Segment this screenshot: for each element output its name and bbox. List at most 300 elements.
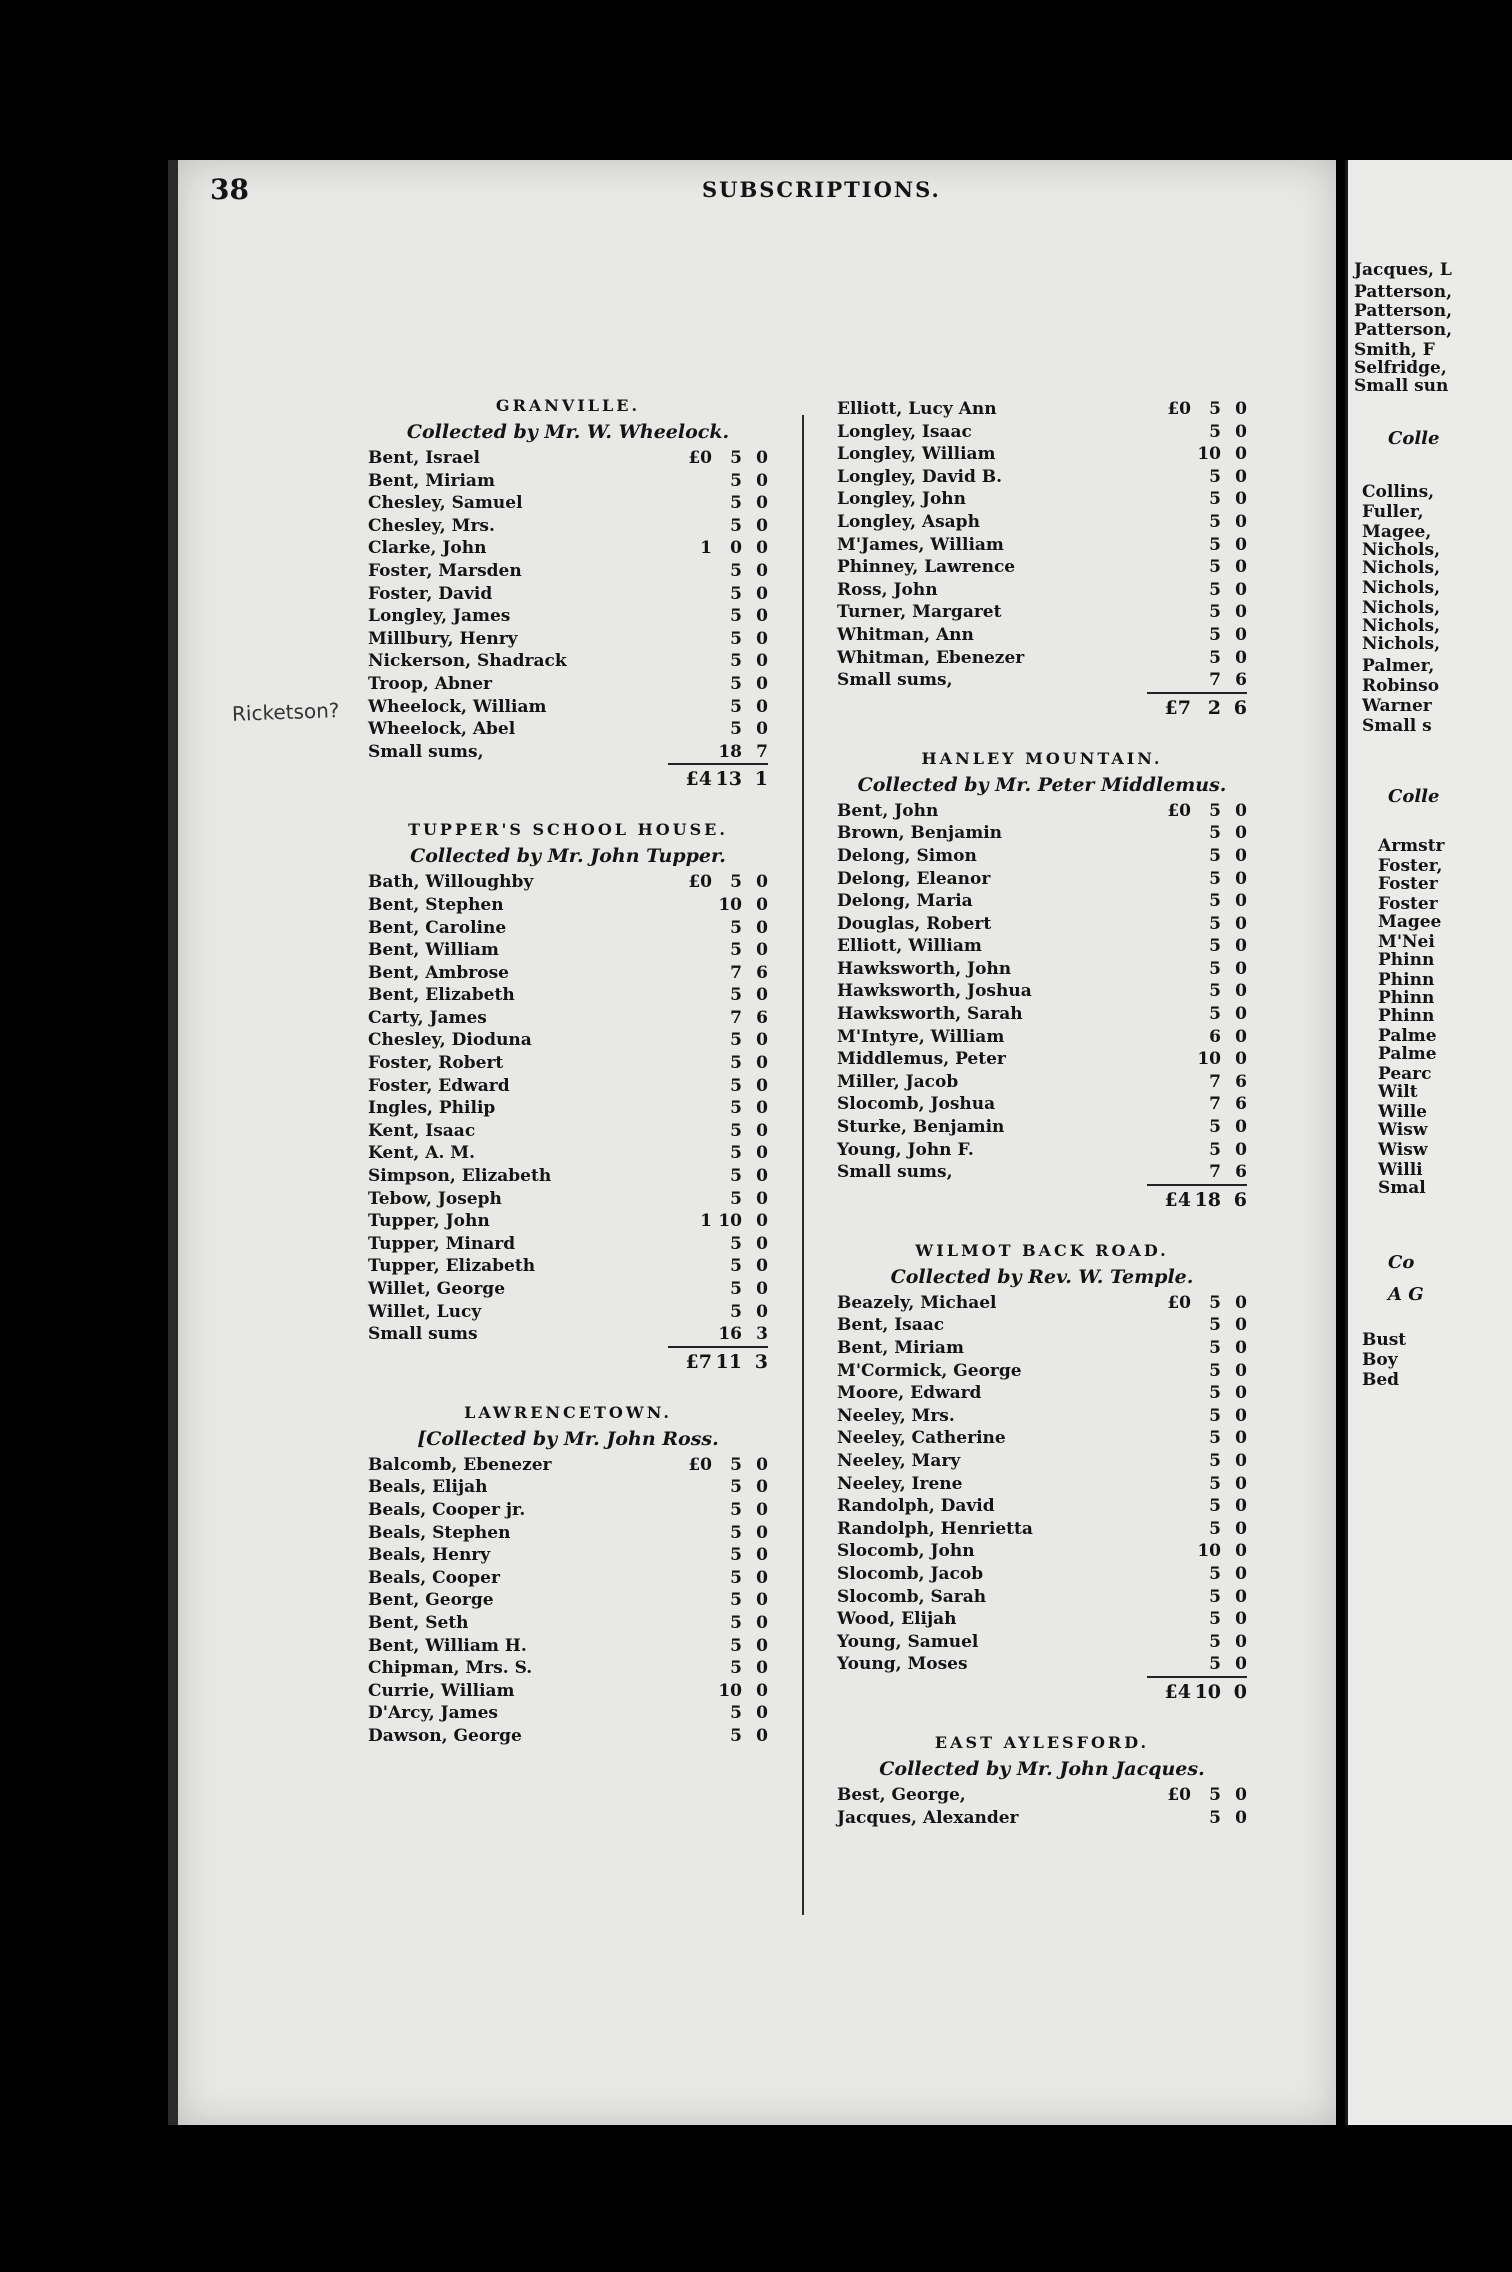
amount-pounds: £0	[688, 448, 712, 468]
adjacent-row: Wille	[1378, 1102, 1427, 1122]
adjacent-row: Phinn	[1378, 988, 1435, 1008]
amount-shillings: 5	[1209, 1654, 1221, 1675]
amount-shillings: 5	[1209, 958, 1221, 979]
amount-shillings: 5	[1209, 511, 1221, 532]
amount-pence: 0	[1235, 1315, 1247, 1336]
amount-pence: 0	[1235, 845, 1247, 866]
amount-pence: 0	[756, 894, 768, 915]
amount-shillings: 5	[730, 985, 742, 1006]
subscriber-row	[837, 868, 1247, 891]
adjacent-row: Fuller,	[1362, 502, 1424, 522]
subscriber-row	[368, 447, 768, 470]
amount-shillings: 5	[730, 673, 742, 694]
amount-shillings: 5	[730, 1053, 742, 1074]
subscriber-name: Currie, William	[368, 1680, 515, 1701]
subscriber-row	[368, 650, 768, 673]
subscriber-row	[368, 1725, 768, 1748]
subscriber-row	[368, 1635, 768, 1658]
amount-pence: 0	[756, 1635, 768, 1656]
total-pounds: £4	[1164, 1188, 1191, 1211]
amount-pence: 0	[1235, 511, 1247, 532]
adjacent-row: Palme	[1378, 1026, 1437, 1046]
adjacent-row: Nichols,	[1362, 578, 1440, 598]
adjacent-row: Wisw	[1378, 1120, 1428, 1140]
amount-pence: 0	[1235, 444, 1247, 465]
amount-shillings: 5	[730, 628, 742, 649]
total-pence: 3	[754, 1350, 768, 1373]
subscriber-name: Wood, Elijah	[837, 1609, 957, 1630]
amount-shillings: 5	[1209, 1428, 1221, 1449]
amount-shillings: 5	[730, 1635, 742, 1656]
subscriber-row	[368, 628, 768, 651]
amount-shillings: 5	[1209, 1292, 1221, 1313]
subscriber-row	[837, 534, 1247, 557]
amount-shillings: 5	[1209, 1139, 1221, 1160]
adjacent-row: Bust	[1362, 1330, 1407, 1350]
subscriber-name: Willet, Lucy	[368, 1301, 482, 1322]
amount-pence: 0	[1235, 421, 1247, 442]
amount-pence: 0	[756, 1680, 768, 1701]
amount-shillings: 5	[1209, 1315, 1221, 1336]
subscriber-row	[837, 1518, 1247, 1541]
subscriber-row	[368, 696, 768, 719]
subscriber-row	[837, 935, 1247, 958]
amount-pence: 0	[756, 583, 768, 604]
subscriber-row	[368, 1476, 768, 1499]
subscriber-row	[837, 1495, 1247, 1518]
amount-pence: 0	[756, 651, 768, 672]
amount-shillings: 6	[1209, 1026, 1221, 1047]
amount-shillings: 16	[718, 1324, 742, 1345]
section-collector: Collected by Mr. W. Wheelock.	[406, 421, 730, 443]
amount-pence: 6	[756, 962, 768, 983]
subscriber-name: Douglas, Robert	[837, 913, 992, 934]
subscriber-name: Chesley, Dioduna	[368, 1030, 532, 1051]
amount-shillings: 5	[730, 1725, 742, 1746]
amount-shillings: 5	[730, 583, 742, 604]
total-shillings: 2	[1207, 696, 1221, 719]
adjacent-row: Small sun	[1354, 376, 1449, 396]
subscriber-row	[368, 939, 768, 962]
amount-pence: 0	[1235, 534, 1247, 555]
subscriber-row	[837, 1116, 1247, 1139]
amount-shillings: 5	[1209, 1473, 1221, 1494]
section-title: GRANVILLE.	[495, 396, 641, 415]
amount-pence: 0	[756, 1233, 768, 1254]
amount-pence: 0	[756, 1188, 768, 1209]
column-divider	[802, 415, 804, 1915]
amount-shillings: 5	[730, 1567, 742, 1588]
subscriber-row	[837, 980, 1247, 1003]
subscriber-name: Brown, Benjamin	[837, 823, 1003, 844]
section-title: HANLEY MOUNTAIN.	[921, 748, 1163, 768]
amount-pence: 0	[1235, 602, 1247, 623]
subscriber-row	[837, 1093, 1247, 1116]
subscriber-name: Young, John F.	[837, 1139, 974, 1160]
amount-pence: 0	[756, 719, 768, 740]
amount-pence: 0	[756, 1075, 768, 1096]
amount-shillings: 5	[1209, 913, 1221, 934]
amount-shillings: 5	[730, 1477, 742, 1498]
amount-pence: 0	[756, 1030, 768, 1051]
subscriber-name: Small sums,	[837, 1162, 953, 1183]
subscriber-name: Delong, Simon	[837, 845, 977, 866]
subscriber-name: Beazely, Michael	[837, 1292, 997, 1313]
amount-pence: 0	[756, 1256, 768, 1277]
adjacent-row: Smal	[1378, 1178, 1426, 1198]
adjacent-row: Palmer,	[1362, 656, 1435, 676]
section-total	[1147, 692, 1247, 722]
amount-shillings: 5	[1209, 1117, 1221, 1138]
amount-shillings: 5	[730, 1279, 742, 1299]
amount-shillings: 10	[1197, 1049, 1221, 1070]
subscriber-name: Neeley, Mary	[837, 1450, 961, 1471]
amount-shillings: 5	[1209, 981, 1221, 1002]
amount-shillings: 5	[1209, 1563, 1221, 1584]
subscriber-row	[837, 1026, 1247, 1049]
amount-shillings: 5	[730, 1098, 742, 1119]
amount-shillings: 5	[1209, 936, 1221, 957]
amount-shillings: 5	[730, 1454, 742, 1475]
subscriber-name: Bent, Seth	[368, 1612, 469, 1633]
adjacent-row: Robinso	[1362, 676, 1440, 696]
section-total	[668, 763, 768, 793]
amount-pence: 0	[756, 917, 768, 938]
subscriber-row	[837, 579, 1247, 602]
amount-pence: 0	[756, 1545, 768, 1566]
subscriber-row	[368, 1188, 768, 1211]
subscriber-name: Longley, John	[837, 489, 967, 510]
section-title: LAWRENCETOWN.	[464, 1402, 672, 1422]
amount-shillings: 5	[1209, 1360, 1221, 1381]
subscriber-name: Beals, Henry	[368, 1545, 491, 1566]
subscriber-name: Bent, Caroline	[368, 917, 507, 938]
amount-pence: 0	[1235, 1631, 1247, 1652]
subscriber-row	[368, 1029, 768, 1052]
subscriber-row	[368, 583, 768, 606]
subscriber-row	[368, 1255, 768, 1278]
subscriber-row	[837, 958, 1247, 981]
amount-pence: 0	[1235, 647, 1247, 668]
adjacent-row: Jacques, L	[1354, 260, 1452, 280]
adjacent-row: Palme	[1378, 1044, 1437, 1064]
amount-pence: 0	[756, 696, 768, 717]
subscriber-name: Slocomb, John	[837, 1541, 975, 1562]
amount-shillings: 5	[730, 651, 742, 672]
section-title: WILMOT BACK ROAD.	[915, 1240, 1169, 1260]
total-shillings: 10	[1194, 1680, 1221, 1703]
amount-shillings: 10	[718, 1680, 742, 1701]
adjacent-row: Boy	[1362, 1350, 1398, 1370]
amount-pence: 0	[756, 1211, 768, 1232]
subscriber-name: Kent, Isaac	[368, 1120, 476, 1141]
subscriber-row	[368, 1544, 768, 1567]
amount-pence: 0	[756, 1703, 768, 1724]
amount-shillings: 7	[1209, 1162, 1221, 1183]
section-title: TUPPER'S SCHOOL HOUSE.	[408, 820, 728, 840]
subscriber-row	[368, 470, 768, 493]
amount-pence: 0	[756, 1499, 768, 1520]
subscriber-name: Miller, Jacob	[837, 1071, 959, 1092]
subscriber-name: Foster, Marsden	[368, 560, 522, 581]
total-pounds: £7	[685, 1350, 712, 1373]
amount-pence: 0	[756, 872, 768, 893]
adjacent-heading: A G	[1388, 1284, 1424, 1305]
subscriber-name: Slocomb, Joshua	[837, 1094, 996, 1115]
subscriber-row	[837, 1003, 1247, 1026]
subscriber-name: Longley, David B.	[837, 466, 1003, 487]
subscriber-name: Randolph, Henrietta	[837, 1518, 1033, 1539]
adjacent-row: Warner	[1362, 696, 1432, 716]
amount-pence: 0	[1235, 1609, 1247, 1630]
subscriber-row	[368, 1499, 768, 1522]
subscriber-row	[837, 1807, 1247, 1830]
adjacent-row: Nichols,	[1362, 616, 1440, 636]
subscriber-name: Beals, Stephen	[368, 1522, 511, 1543]
amount-shillings: 5	[730, 1301, 742, 1322]
amount-shillings: 5	[730, 872, 742, 893]
subscriber-row	[368, 917, 768, 940]
subscriber-row	[837, 1631, 1247, 1654]
subscriber-name: Beals, Cooper jr.	[368, 1499, 526, 1520]
amount-shillings: 5	[730, 1120, 742, 1141]
amount-pence: 0	[756, 1279, 768, 1299]
subscriber-name: Tupper, Minard	[368, 1233, 516, 1254]
subscriber-name: Simpson, Elizabeth	[368, 1166, 552, 1187]
subscriber-row	[368, 894, 768, 917]
amount-pence: 6	[1235, 1094, 1247, 1115]
left-column	[368, 395, 768, 1748]
subscriber-row	[837, 1048, 1247, 1071]
amount-pence: 0	[756, 560, 768, 581]
amount-pence: 6	[756, 1007, 768, 1028]
margin-annotation: Ricketson?	[231, 698, 340, 726]
adjacent-row: Patterson,	[1354, 320, 1453, 340]
amount-shillings: 5	[730, 1612, 742, 1633]
subscriber-name: Hawksworth, Sarah	[837, 1004, 1023, 1025]
subscriber-name: Elliott, Lucy Ann	[837, 399, 997, 419]
amount-pence: 0	[1235, 1496, 1247, 1517]
amount-pence: 0	[756, 1725, 768, 1746]
adjacent-row: Magee,	[1362, 522, 1432, 542]
subscriber-row	[837, 845, 1247, 868]
subscriber-row	[368, 1522, 768, 1545]
subscriber-name: Small sums,	[368, 741, 484, 762]
amount-shillings: 5	[730, 1703, 742, 1724]
adjacent-row: Wilt	[1378, 1082, 1418, 1102]
amount-shillings: 5	[730, 1499, 742, 1520]
amount-shillings: 5	[730, 1545, 742, 1566]
amount-pence: 0	[1235, 868, 1247, 889]
amount-shillings: 18	[718, 741, 742, 762]
amount-shillings: 5	[730, 1590, 742, 1611]
subscriber-name: Young, Samuel	[837, 1631, 979, 1652]
subscriber-name: Chesley, Mrs.	[368, 515, 495, 536]
subscriber-row	[837, 822, 1247, 845]
subscriber-row	[368, 1210, 768, 1233]
amount-shillings: 5	[730, 560, 742, 581]
subscriber-row	[368, 1278, 768, 1301]
amount-shillings: 5	[1209, 1496, 1221, 1517]
amount-shillings: 7	[1209, 1071, 1221, 1092]
subscriber-name: Ingles, Philip	[368, 1098, 496, 1119]
amount-shillings: 5	[730, 1075, 742, 1096]
subscriber-name: Millbury, Henry	[368, 628, 518, 649]
adjacent-row: Patterson,	[1354, 282, 1453, 302]
subscriber-name: Chipman, Mrs. S.	[368, 1658, 533, 1679]
adjacent-row: Wisw	[1378, 1140, 1428, 1160]
adjacent-row: Nichols,	[1362, 598, 1440, 618]
amount-shillings: 5	[1209, 1450, 1221, 1471]
adjacent-row: Selfridge,	[1354, 358, 1447, 378]
amount-pence: 0	[756, 1301, 768, 1322]
subscriber-name: Elliott, William	[837, 936, 982, 957]
amount-shillings: 5	[1209, 1338, 1221, 1358]
subscriber-row	[837, 1360, 1247, 1383]
amount-shillings: 5	[1209, 800, 1221, 821]
subscriber-name: Bent, Miriam	[368, 470, 495, 491]
subscriber-name: Willet, George	[368, 1279, 506, 1299]
amount-shillings: 5	[1209, 399, 1221, 419]
section-gap	[837, 722, 1247, 748]
subscriber-row	[837, 398, 1247, 421]
amount-pence: 0	[756, 538, 768, 559]
subscriber-name: Neeley, Irene	[837, 1473, 963, 1494]
adjacent-row: Magee	[1378, 912, 1442, 932]
adjacent-row: Foster	[1378, 894, 1438, 914]
subscriber-row	[368, 1680, 768, 1703]
subscriber-name: Delong, Maria	[837, 891, 973, 912]
subscriber-name: Foster, Robert	[368, 1053, 504, 1074]
subscriber-row	[368, 673, 768, 696]
amount-pence: 0	[1235, 1586, 1247, 1607]
amount-pence: 0	[1235, 399, 1247, 419]
subscriber-name: Whitman, Ebenezer	[837, 647, 1025, 668]
amount-shillings: 7	[1209, 1094, 1221, 1115]
subscriber-row	[368, 1052, 768, 1075]
subscriber-row	[368, 537, 768, 560]
subscriber-name: Small sums	[368, 1324, 478, 1345]
amount-pence: 0	[1235, 1360, 1247, 1381]
adjacent-heading: Colle	[1388, 428, 1440, 449]
adjacent-heading: Colle	[1388, 786, 1440, 807]
amount-shillings: 5	[1209, 466, 1221, 487]
adjacent-row: Willi	[1378, 1160, 1423, 1180]
amount-shillings: 10	[1197, 1541, 1221, 1562]
subscriber-row	[368, 1075, 768, 1098]
subscriber-row	[837, 511, 1247, 534]
amount-shillings: 5	[1209, 647, 1221, 668]
page-number: 38	[210, 173, 249, 206]
subscriber-row	[837, 647, 1247, 670]
subscriber-row	[368, 1007, 768, 1030]
amount-pounds: 1	[700, 1211, 712, 1232]
amount-shillings: 5	[1209, 1609, 1221, 1630]
amount-shillings: 5	[730, 696, 742, 717]
subscriber-row	[837, 1161, 1247, 1184]
amount-pence: 0	[1235, 1383, 1247, 1404]
amount-shillings: 5	[1209, 891, 1221, 912]
running-head: SUBSCRIPTIONS.	[702, 177, 941, 202]
subscriber-row	[368, 741, 768, 764]
subscriber-row	[368, 515, 768, 538]
amount-shillings: 5	[730, 1166, 742, 1187]
subscriber-name: Bent, Isaac	[837, 1315, 945, 1336]
amount-pence: 0	[1235, 1004, 1247, 1025]
subscriber-name: Foster, Edward	[368, 1075, 510, 1096]
subscriber-name: Tupper, John	[368, 1211, 490, 1232]
amount-pence: 0	[1235, 1026, 1247, 1047]
amount-pence: 0	[1235, 958, 1247, 979]
adjacent-row: Phinn	[1378, 970, 1435, 990]
amount-pence: 0	[756, 940, 768, 961]
adjacent-heading: Co	[1388, 1252, 1415, 1273]
amount-shillings: 5	[730, 1030, 742, 1051]
amount-pence: 0	[1235, 981, 1247, 1002]
subscriber-name: Middlemus, Peter	[837, 1049, 1006, 1070]
subscriber-row	[368, 1323, 768, 1346]
section-collector: Collected by Mr. John Tupper.	[410, 845, 726, 868]
amount-pence: 0	[1235, 1292, 1247, 1313]
subscriber-name: Turner, Margaret	[837, 602, 1002, 623]
subscriber-row	[368, 1657, 768, 1680]
subscriber-name: Small sums,	[837, 670, 953, 691]
subscriber-name: Longley, William	[837, 444, 996, 465]
subscriber-row	[368, 871, 768, 894]
amount-pence: 0	[756, 1567, 768, 1588]
subscriber-row	[837, 1314, 1247, 1337]
subscriber-row	[368, 560, 768, 583]
amount-shillings: 10	[718, 1211, 742, 1232]
amount-shillings: 5	[730, 448, 742, 468]
subscriber-row	[368, 1612, 768, 1635]
adjacent-row: Smith, F	[1354, 340, 1435, 360]
section-total	[1147, 1676, 1247, 1706]
amount-pounds: £0	[1167, 399, 1191, 419]
amount-pounds: £0	[688, 872, 712, 893]
subscriber-row	[368, 1165, 768, 1188]
subscriber-name: Beals, Elijah	[368, 1477, 488, 1498]
amount-pence: 0	[1235, 1541, 1247, 1562]
amount-pence: 0	[756, 628, 768, 649]
amount-pence: 0	[1235, 1139, 1247, 1160]
adjacent-row: Armstr	[1378, 836, 1445, 856]
subscriber-row	[837, 890, 1247, 913]
amount-pence: 0	[756, 1477, 768, 1498]
subscriber-row	[837, 443, 1247, 466]
amount-shillings: 5	[1209, 579, 1221, 600]
subscriber-name: Bent, Miriam	[837, 1338, 964, 1358]
subscriber-name: Bent, William	[368, 940, 499, 961]
adjacent-row: Pearc	[1378, 1064, 1432, 1084]
subscriber-name: Bent, William H.	[368, 1635, 527, 1656]
subscriber-row	[837, 1382, 1247, 1405]
amount-pounds: £0	[1167, 1292, 1191, 1313]
amount-pence: 0	[1235, 891, 1247, 912]
adjacent-row: Nichols,	[1362, 558, 1440, 578]
subscriber-row	[368, 1454, 768, 1477]
amount-shillings: 5	[730, 1658, 742, 1679]
amount-pence: 0	[1235, 1654, 1247, 1675]
amount-pence: 0	[756, 1454, 768, 1475]
amount-pence: 0	[1235, 1563, 1247, 1584]
amount-shillings: 10	[1197, 444, 1221, 465]
amount-shillings: 5	[1209, 602, 1221, 623]
adjacent-row: Nichols,	[1362, 634, 1440, 654]
adjacent-row: Nichols,	[1362, 540, 1440, 560]
subscriber-name: Slocomb, Sarah	[837, 1586, 987, 1607]
amount-pence: 0	[756, 515, 768, 536]
